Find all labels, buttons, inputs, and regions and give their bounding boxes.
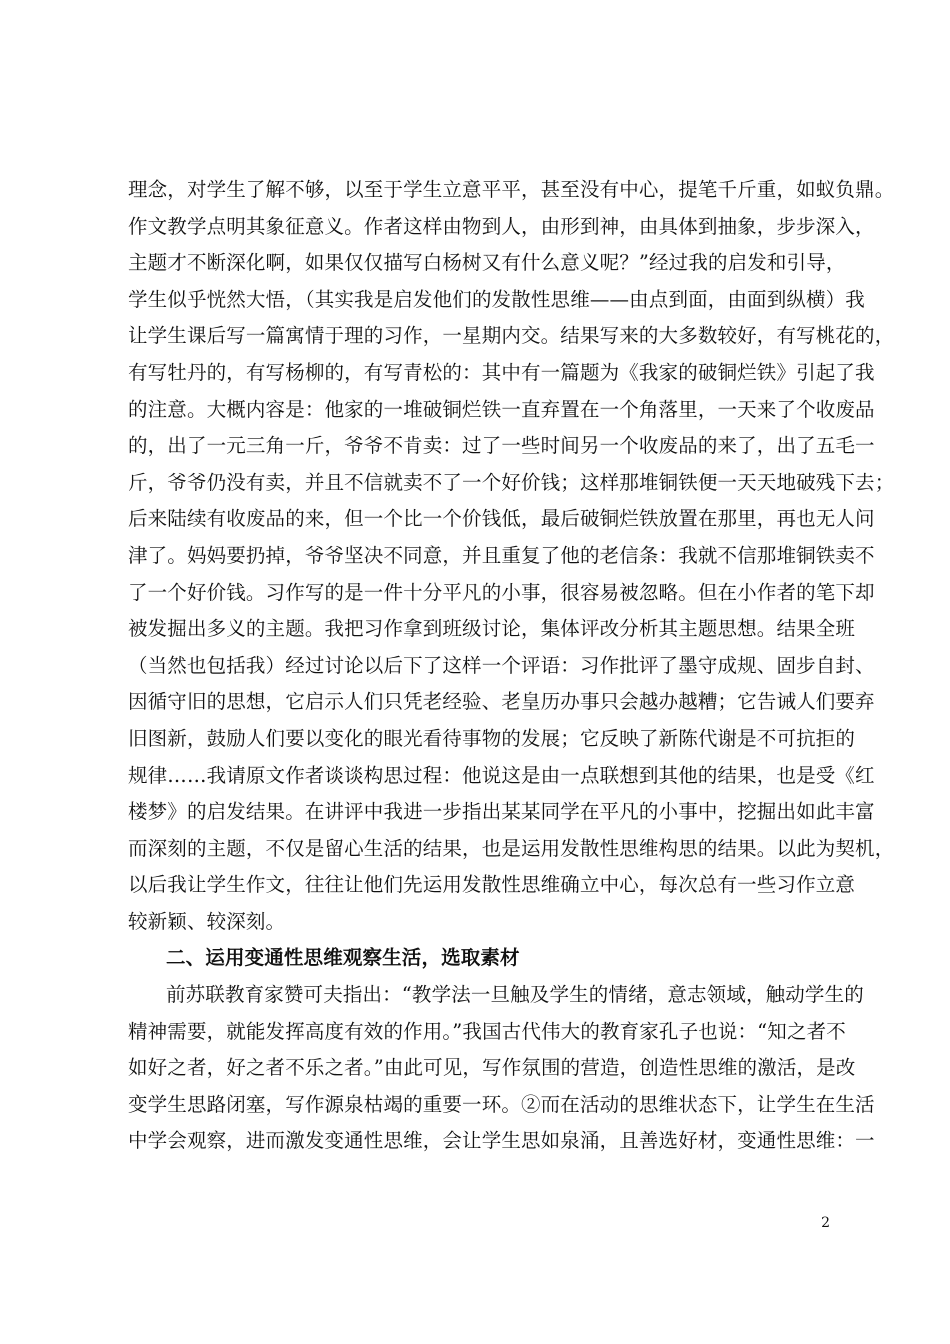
text-line: 中学会观察，进而激发变通性思维，会让学生思如泉涌，且善选好材，变通性思维：一 [128,1129,875,1153]
text-line: 斤，爷爷仍没有卖，并且不信就卖不了一个好价钱；这样那堆铜铁便一天天地破残下去； [128,470,895,494]
body-text [128,172,895,1160]
text-line: 如好之者，好之者不乐之者。”由此可见，写作氛围的营造，创造性思维的激活，是改 [128,1056,856,1080]
text-line: 学生似乎恍然大悟，（其实我是启发他们的发散性思维——由点到面，由面到纵横）我 [128,287,865,311]
text-line: 的注意。大概内容是：他家的一堆破铜烂铁一直弃置在一个角落里，一天来了个收废品 [128,397,875,421]
page-number: 2 [821,1215,830,1231]
text-line: 津了。妈妈要扔掉，爷爷坚决不同意，并且重复了他的老信条：我就不信那堆铜铁卖不 [128,543,875,567]
text-line: （当然也包括我）经过讨论以后下了这样一个评语：习作批评了墨守成规、固步自封、 [128,653,875,677]
text-line: 较新颖、较深刻。 [128,909,286,933]
text-line: 主题才不断深化啊，如果仅仅描写白杨树又有什么意义呢？”经过我的启发和引导， [128,251,846,275]
text-line: 因循守旧的思想，它启示人们只凭老经验、老皇历办事只会越办越糟；它告诫人们要弃 [128,690,875,714]
text-line: 让学生课后写一篇寓情于理的习作，一星期内交。结果写来的大多数较好，有写桃花的， [128,324,895,348]
text-line: 理念，对学生了解不够，以至于学生立意平平，甚至没有中心，提笔千斤重，如蚁负鼎。 [128,178,895,201]
text-line: 旧图新，鼓励人们要以变化的眼光看待事物的发展；它反映了新陈代谢是不可抗拒的 [128,726,856,750]
text-line: 的，出了一元三角一斤，爷爷不肯卖：过了一些时间另一个收废品的来了，出了五毛一 [128,434,875,458]
text-line: 而深刻的主题，不仅是留心生活的结果，也是运用发散性思维构思的结果。以此为契机， [128,836,895,860]
text-line: 以后我让学生作文，往往让他们先运用发散性思维确立中心，每次总有一些习作立意 [128,873,856,897]
text-line: 后来陆续有收废品的来，但一个比一个价钱低，最后破铜烂铁放置在那里，再也无人问 [128,507,875,531]
text-line: 了一个好价钱。习作写的是一件十分平凡的小事，很容易被忽略。但在小作者的笔下却 [128,580,875,604]
text-line: 精神需要，就能发挥高度有效的作用。”我国古代伟大的教育家孔子也说：“知之者不 [128,1019,846,1043]
text-line: 有写牡丹的，有写杨柳的，有写青松的：其中有一篇题为《我家的破铜烂铁》引起了我 [128,360,875,384]
text-line: 楼梦》的启发结果。在讲评中我进一步指出某某同学在平凡的小事中，挖掘出如此丰富 [128,800,875,824]
text-line: 前苏联教育家赞可夫指出：“教学法一旦触及学生的情绪，意志领域，触动学生的 [166,983,864,1007]
text-line: 被发掘出多义的主题。我把习作拿到班级讨论，集体评改分析其主题思想。结果全班 [128,617,856,641]
text-line: 作文教学点明其象征意义。作者这样由物到人，由形到神，由具体到抽象，步步深入， [128,214,875,238]
section-heading: 二、运用变通性思维观察生活，选取素材 [166,946,520,970]
text-line: 规律……我请原文作者谈谈构思过程：他说这是由一点联想到其他的结果，也是受《红 [128,763,875,787]
text-line: 变学生思路闭塞，写作源泉枯竭的重要一环。②而在活动的思维状态下，让学生在生活 [128,1092,875,1116]
